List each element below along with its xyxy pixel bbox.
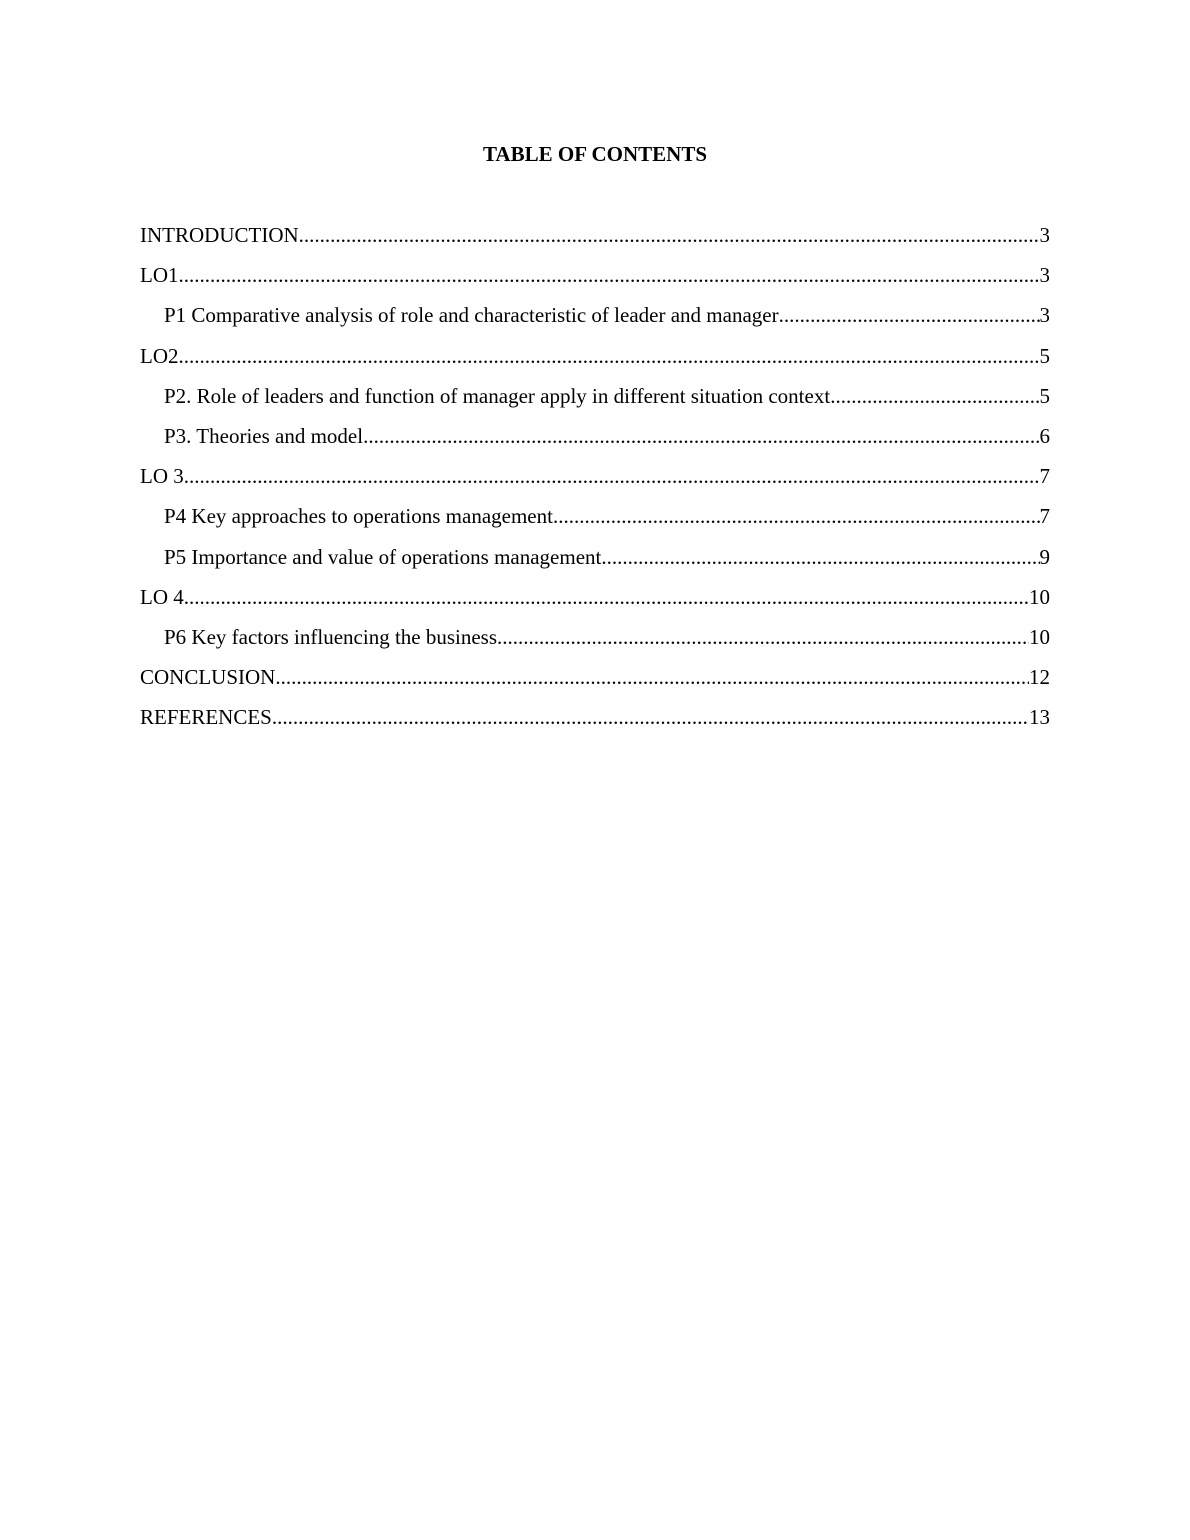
dot-leader xyxy=(184,582,1029,612)
toc-page-number: 3 xyxy=(1039,223,1050,247)
toc-entry-conclusion[interactable] xyxy=(140,662,1050,702)
table-of-contents xyxy=(140,220,1050,742)
dot-leader xyxy=(553,501,1040,531)
dot-leader xyxy=(179,341,1040,371)
toc-entry-label: LO 3 xyxy=(140,464,184,489)
toc-entry-label: P6 Key factors influencing the business xyxy=(164,624,498,649)
toc-page-number: 7 xyxy=(1039,464,1050,489)
toc-entry-label: LO2 xyxy=(140,343,179,368)
toc-entry-label: P3. Theories and model xyxy=(164,423,364,448)
toc-entry-references[interactable] xyxy=(140,702,1050,742)
toc-page-number: 6 xyxy=(1039,423,1050,448)
toc-entry-label: P5 Importance and value of operations management xyxy=(164,544,602,569)
toc-page-number: 9 xyxy=(1039,544,1050,569)
toc-page-number: 3 xyxy=(1039,303,1050,328)
dot-leader xyxy=(275,662,1029,692)
toc-entry-label: REFERENCES xyxy=(140,705,272,730)
toc-entry-p5[interactable] xyxy=(140,542,1050,582)
toc-entry-lo1[interactable] xyxy=(140,260,1050,300)
toc-entry-label: LO 4 xyxy=(140,584,184,609)
dot-leader xyxy=(601,542,1039,572)
toc-entry-p4[interactable] xyxy=(140,501,1050,541)
toc-entry-p2[interactable] xyxy=(140,381,1050,421)
dot-leader xyxy=(779,300,1040,330)
toc-entry-p1[interactable] xyxy=(140,300,1050,340)
dot-leader xyxy=(497,622,1029,652)
toc-page-number: 5 xyxy=(1039,343,1050,368)
dot-leader xyxy=(299,220,1040,250)
dot-leader xyxy=(272,702,1029,732)
toc-entry-label: P1 Comparative analysis of role and characteristic of leader and manager xyxy=(164,303,779,328)
dot-leader xyxy=(184,461,1040,491)
toc-page-number: 3 xyxy=(1039,263,1050,288)
toc-entry-lo3[interactable] xyxy=(140,461,1050,501)
toc-entry-p6[interactable] xyxy=(140,622,1050,662)
toc-page-number: 12 xyxy=(1029,665,1050,690)
toc-page-number: 7 xyxy=(1039,504,1050,529)
toc-entry-lo2[interactable] xyxy=(140,341,1050,381)
toc-entry-label: INTRODUCTION xyxy=(140,223,299,247)
dot-leader xyxy=(179,260,1040,290)
page-title: TABLE OF CONTENTS xyxy=(482,142,708,166)
dot-leader xyxy=(363,421,1039,451)
toc-entry-p3[interactable] xyxy=(140,421,1050,461)
toc-page-number: 10 xyxy=(1029,624,1050,649)
toc-entry-label: P4 Key approaches to operations management xyxy=(164,504,553,529)
dot-leader xyxy=(830,381,1039,411)
toc-page-number: 10 xyxy=(1029,584,1050,609)
toc-entry-introduction[interactable] xyxy=(140,220,1050,260)
toc-page-number: 13 xyxy=(1029,705,1050,730)
toc-entry-label: CONCLUSION xyxy=(140,665,276,690)
toc-page-number: 5 xyxy=(1039,383,1050,408)
toc-entry-label: P2. Role of leaders and function of manager apply in different situation context xyxy=(164,383,831,408)
toc-entry-label: LO1 xyxy=(140,263,179,288)
toc-entry-lo4[interactable] xyxy=(140,582,1050,622)
